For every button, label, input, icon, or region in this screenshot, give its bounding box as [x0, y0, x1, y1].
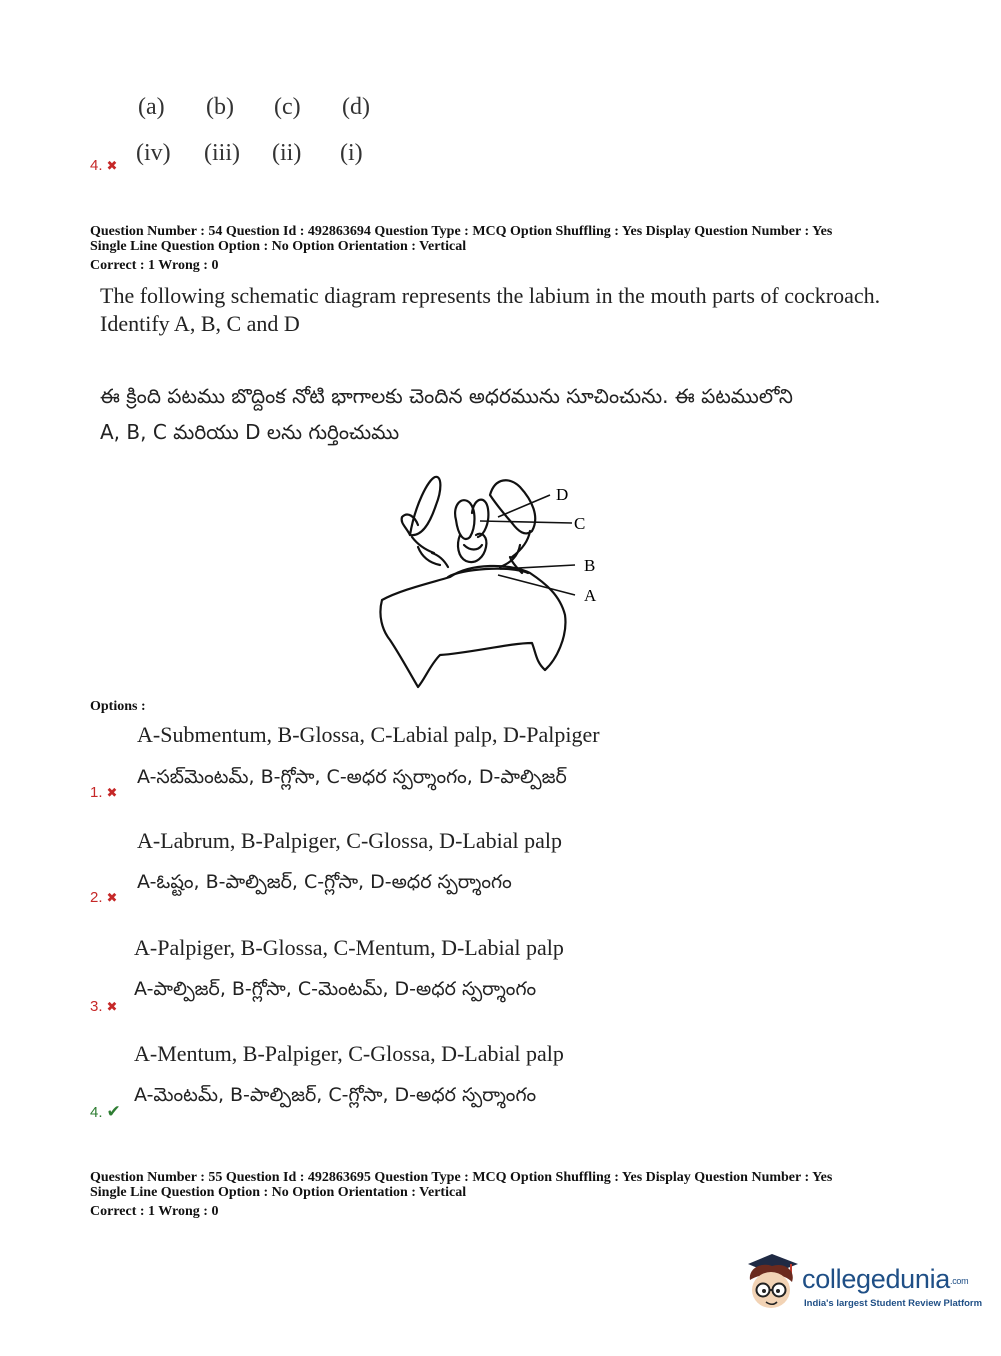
option-1-en: A-Submentum, B-Glossa, C-Labial palp, D-Palpiger: [137, 722, 600, 747]
option-4-te: A-మెంటమ్, B-పాల్పిజర్, C-గ్లోసా, D-అధర స్పర్శాంగం: [134, 1084, 537, 1106]
option-2-en: A-Labrum, B-Palpiger, C-Glossa, D-Labial palp: [137, 828, 562, 853]
match-answer-d: (i): [340, 140, 363, 166]
q55-meta-line1: Question Number : 55 Question Id : 492863695 Question Type : MCQ Option Shuffling : Yes Display Question Number : Yes: [90, 1170, 833, 1185]
match-answer-b: (iii): [204, 140, 240, 166]
labium-body: [380, 566, 565, 687]
option-3-number: 3. ✖: [90, 998, 118, 1015]
label-b: B: [584, 556, 596, 575]
option-2-te: A-ఓష్టం, B-పాల్పిజర్, C-గ్లోసా, D-అధర స్పర్శాంగం: [137, 871, 512, 893]
match-headers: [138, 94, 410, 121]
check-icon: ✔: [106, 1102, 121, 1121]
label-c: C: [574, 514, 586, 533]
q54-text-en: [100, 282, 880, 338]
brand-tagline: India's largest Student Review Platform: [804, 1298, 983, 1309]
option-1-number: 1. ✖: [90, 784, 118, 801]
label-a: A: [584, 586, 597, 605]
match-answers: [136, 140, 408, 167]
label-d: D: [556, 485, 569, 504]
labium-diagram: [360, 465, 620, 695]
option-1-te: A-సబ్‌మెంటమ్, B-గ్లోసా, C-అధర స్పర్శాంగం, D-పాల్పిజర్: [137, 766, 567, 788]
q54-text-en-line2: Identify A, B, C and D: [100, 311, 300, 336]
match-header-a: (a): [138, 94, 165, 120]
q54-meta-line1: Question Number : 54 Question Id : 492863694 Question Type : MCQ Option Shuffling : Yes Display Question Number : Yes: [90, 224, 833, 239]
right-labial-palp: [490, 480, 535, 533]
q55-meta-line3: Correct : 1 Wrong : 0: [90, 1204, 219, 1219]
match-answer-c: (ii): [272, 140, 302, 166]
match-header-c: (c): [274, 94, 301, 120]
option-3-te: A-పాల్పిజర్, B-గ్లోసా, C-మెంటమ్, D-అధర స్పర్శాంగం: [134, 978, 537, 1000]
brand-name: collegedunia.com: [802, 1264, 969, 1294]
q55-meta: [90, 1170, 832, 1219]
option-2-number: 2. ✖: [90, 889, 118, 906]
cross-icon: ✖: [106, 158, 118, 173]
collegedunia-logo: [742, 1250, 983, 1320]
cross-icon: ✖: [106, 999, 118, 1014]
q55-meta-line2: Single Line Question Option : No Option Orientation : Vertical: [90, 1185, 467, 1200]
cross-icon: ✖: [106, 890, 118, 905]
q54-meta-line2: Single Line Question Option : No Option Orientation : Vertical: [90, 239, 467, 254]
brand-suffix: .com: [950, 1275, 969, 1286]
match-answer-a: (iv): [136, 140, 171, 166]
match-header-b: (b): [206, 94, 234, 120]
q54-text-te-line2: A, B, C మరియు D లను గుర్తించుము: [100, 420, 400, 444]
glossa-lobes: [455, 500, 474, 539]
left-labial-palp: [410, 477, 440, 535]
match-header-d: (d): [342, 94, 370, 120]
option-4-number: 4. ✔: [90, 1102, 121, 1121]
options-label: Options :: [90, 699, 146, 714]
option-3-en: A-Palpiger, B-Glossa, C-Mentum, D-Labial palp: [134, 935, 564, 960]
mascot-icon: [742, 1250, 800, 1312]
cross-icon: ✖: [106, 785, 118, 800]
q54-meta-line3: Correct : 1 Wrong : 0: [90, 258, 219, 273]
q54-text-te-line1: ఈ క్రింది పటము బొద్దింక నోటి భాగాలకు చెందిన అధరమును సూచించును. ఈ పటములోని: [100, 384, 793, 408]
q54-text-te: [100, 378, 793, 450]
q54-text-en-line1: The following schematic diagram represents the labium in the mouth parts of cockroach.: [100, 283, 881, 308]
q54-meta: [90, 224, 832, 273]
prev-option-number: 4. ✖: [90, 157, 118, 174]
option-4-en: A-Mentum, B-Palpiger, C-Glossa, D-Labial palp: [134, 1041, 564, 1066]
